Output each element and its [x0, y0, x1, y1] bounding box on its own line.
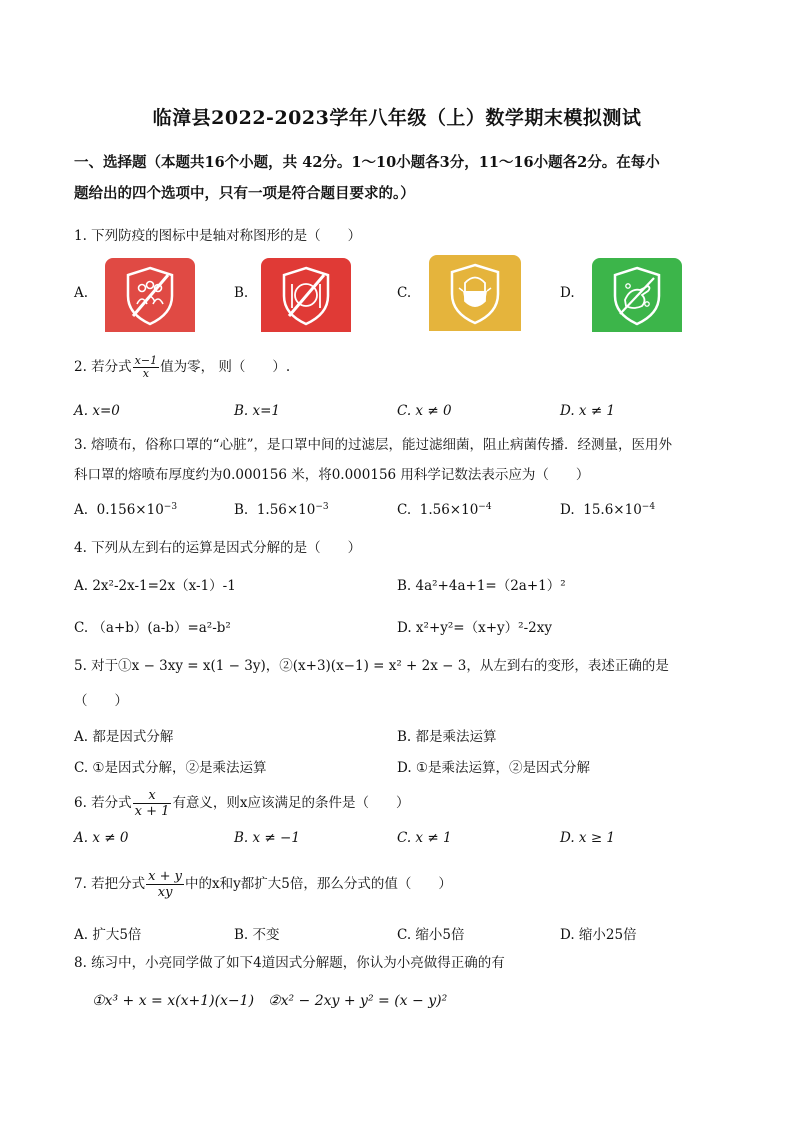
question-6-option-b: B. x ≠ −1 — [234, 830, 300, 846]
question-4-stem: 4. 下列从左到右的运算是因式分解的是（ ） — [74, 540, 362, 556]
question-5-option-b: B. 都是乘法运算 — [397, 729, 497, 745]
question-2-option-a: A. x=0 — [74, 403, 120, 419]
fraction-numerator: x−1 — [134, 354, 158, 367]
question-2-stem — [74, 355, 734, 380]
fraction-denominator: xy — [157, 885, 173, 900]
option-label: A. — [74, 502, 89, 518]
option-exponent: −3 — [315, 502, 329, 512]
question-6-stem — [74, 788, 734, 819]
question-6-fraction — [133, 788, 172, 819]
question-6-post: 有意义，则x应该满足的条件是（ ） — [172, 795, 410, 811]
question-2-option-d: D. x ≠ 1 — [560, 403, 616, 419]
question-7-post: 中的x和y都扩大5倍，那么分式的值（ ） — [185, 876, 452, 892]
question-6-option-d: D. x ≥ 1 — [560, 830, 616, 846]
question-2-fraction — [133, 355, 159, 380]
question-2-post: 值为零， 则（ ）. — [160, 359, 291, 375]
hand-washing-shield-icon — [592, 258, 682, 332]
question-3-line-1: 3. 熔喷布，俗称口罩的“心脏”，是口罩中间的过滤层，能过滤细菌，阻止病菌传播．经测量，医用外 — [74, 437, 672, 453]
question-6-option-c: C. x ≠ 1 — [397, 830, 452, 846]
option-base: 0.156×10 — [96, 502, 164, 518]
option-exponent: −3 — [163, 502, 178, 512]
option-label: C. — [397, 502, 412, 518]
question-2-option-c: C. x ≠ 0 — [397, 403, 452, 419]
question-7-option-d: D. 缩小25倍 — [560, 927, 637, 943]
question-4-option-b: B. 4a²+4a+1=（2a+1）² — [397, 578, 566, 594]
dining-prohibited-shield-icon — [261, 258, 351, 332]
question-7-fraction — [146, 869, 184, 900]
option-exponent: −4 — [478, 502, 492, 512]
question-5-line-1: 5. 对于①x − 3xy = x(1 − 3y)，②(x+3)(x−1) = x² + 2x − 3，从左到右的变形，表述正确的是 — [74, 658, 669, 674]
section-heading-line-2: 题给出的四个选项中，只有一项是符合题目要求的。） — [74, 185, 415, 202]
mask-face-shield-icon — [429, 255, 521, 331]
question-7-options — [74, 923, 734, 945]
question-3-options — [74, 502, 734, 524]
question-3-option-d — [560, 502, 655, 518]
option-base: 15.6×10 — [583, 502, 642, 518]
question-8-equations: ①x³ + x = x(x+1)(x−1) ②x² − 2xy + y² = (x − y)² — [92, 993, 448, 1009]
question-4-options-row-1 — [74, 574, 734, 596]
question-3-option-a — [74, 502, 177, 518]
question-7-option-b: B. 不变 — [234, 927, 280, 943]
option-exponent: −4 — [641, 502, 656, 512]
question-4-option-a: A. 2x²-2x-1=2x（x-1）-1 — [74, 578, 236, 594]
question-5-options-row-1 — [74, 725, 734, 747]
question-1-stem: 1. 下列防疫的图标中是轴对称图形的是（ ） — [74, 228, 362, 244]
option-label: B. — [234, 285, 249, 301]
option-label: B. — [234, 502, 249, 518]
option-label: C. — [397, 285, 412, 301]
question-2-option-b: B. x=1 — [234, 403, 281, 419]
question-7-option-c: C. 缩小5倍 — [397, 927, 465, 943]
question-2-pre: 2. 若分式 — [74, 359, 132, 375]
question-5-option-c: C. ①是因式分解，②是乘法运算 — [74, 760, 267, 776]
question-5-option-a: A. 都是因式分解 — [74, 729, 174, 745]
question-4-options-row-2 — [74, 616, 734, 638]
question-5-option-d: D. ①是乘法运算，②是因式分解 — [397, 760, 591, 776]
question-7-pre: 7. 若把分式 — [74, 876, 146, 892]
question-6-pre: 6. 若分式 — [74, 795, 132, 811]
question-6-option-a: A. x ≠ 0 — [74, 830, 129, 846]
question-5-options-row-2 — [74, 756, 734, 778]
section-heading-line-1: 一、选择题（本题共16个小题，共 42分。1～10小题各3分，11～16小题各2分。在每小 — [74, 154, 660, 171]
question-7-option-a: A. 扩大5倍 — [74, 927, 142, 943]
fraction-numerator: x + y — [148, 869, 183, 884]
option-label: D. — [560, 285, 575, 301]
question-7-stem — [74, 869, 734, 900]
fraction-denominator: x — [142, 367, 149, 380]
question-3-option-b — [234, 502, 329, 518]
fraction-numerator: x — [133, 788, 172, 804]
question-3-option-c — [397, 502, 492, 518]
question-2-options — [74, 403, 734, 425]
option-label: D. — [560, 502, 575, 518]
option-label: A. — [74, 285, 89, 301]
page-title: 临漳县2022-2023学年八年级（上）数学期末模拟测试 — [152, 107, 642, 129]
fraction-denominator: x + 1 — [134, 804, 170, 819]
option-base: 1.56×10 — [419, 502, 479, 518]
question-4-option-c: C. （a+b）(a-b）=a²-b² — [74, 620, 231, 636]
option-base: 1.56×10 — [256, 502, 316, 518]
question-6-options — [74, 830, 734, 852]
question-8-stem: 8. 练习中，小亮同学做了如下4道因式分解题，你认为小亮做得正确的有 — [74, 955, 505, 971]
question-4-option-d: D. x²+y²=（x+y）²-2xy — [397, 620, 552, 636]
question-3-line-2: 科口罩的熔喷布厚度约为0.000156 米，将0.000156 用科学记数法表示应为（ ） — [74, 467, 590, 483]
crowd-prohibited-shield-icon — [105, 258, 195, 332]
question-5-line-2: （ ） — [74, 693, 128, 709]
